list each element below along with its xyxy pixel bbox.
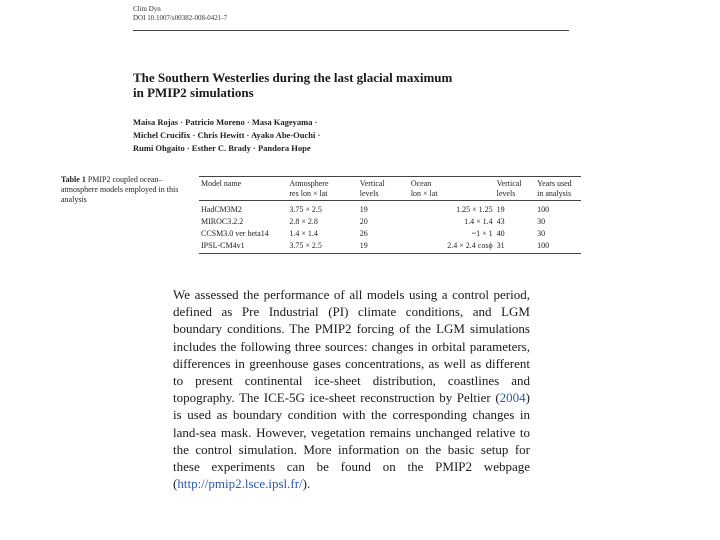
cell-ocean: 1.4 × 1.4 [464, 217, 493, 226]
journal-header [133, 5, 569, 23]
header-rule [133, 30, 569, 31]
body-paragraph [173, 286, 530, 492]
cell-ocean-levels: 19 [496, 205, 505, 214]
paper-title [133, 71, 573, 100]
table-caption [61, 175, 191, 205]
author-list [133, 116, 393, 155]
table-row [199, 201, 581, 218]
cell-vertical-levels: 19 [359, 205, 368, 214]
cell-model: IPSL-CM4v1 [199, 241, 287, 254]
title-line: in PMIP2 simulations [133, 84, 254, 100]
cell-years: 30 [537, 229, 546, 238]
author-line: Maisa Rojas · Patricio Moreno · Masa Kageyama · [133, 117, 318, 127]
cell-ocean: ~1 × 1 [471, 229, 493, 238]
cell-years: 100 [535, 241, 581, 254]
pmip2-url-link[interactable]: http://pmip2.lsce.ipsl.fr/ [177, 476, 303, 492]
header-atmosphere: Atmosphere res lon × lat [287, 177, 357, 201]
table-caption-text: PMIP2 coupled ocean–atmosphere models employed in this analysis [61, 175, 179, 204]
author-line: Michel Crucifix · Chris Hewitt · Ayako Abe-Ouchi · [133, 130, 321, 140]
body-text-part: ) is used as boundary condition with the corresponding changes in land-sea mask. However, vegetation remains unchanged relative to the control simulation. More information on the basic setup for these experiments can be found on the PMIP2 webpage ( [173, 390, 530, 492]
cell-model: CCSM3.0 ver beta14 [201, 229, 269, 238]
table-header-row [199, 177, 581, 201]
cell-atmosphere: 2.8 × 2.8 [289, 217, 318, 226]
models-table [199, 176, 581, 254]
header-ocean: Ocean lon × lat [409, 177, 495, 201]
author-line: Rumi Ohgaito · Esther C. Brady · Pandora Hope [133, 143, 311, 153]
cell-ocean: 2.4 × 2.4 cosϕ [409, 241, 495, 254]
header-vertical-levels: Vertical levels [358, 177, 409, 201]
body-text-end: ). [302, 476, 311, 492]
header-ocean-vertical-levels: Vertical levels [495, 177, 535, 201]
cell-ocean-levels: 31 [495, 241, 535, 254]
table-row [199, 217, 581, 229]
cell-ocean-levels: 40 [496, 229, 505, 238]
cell-vertical-levels: 26 [359, 229, 368, 238]
cell-ocean: 1.25 × 1.25 [456, 205, 493, 214]
cell-atmosphere: 1.4 × 1.4 [289, 229, 318, 238]
cell-atmosphere: 3.75 × 2.5 [289, 205, 322, 214]
table-row [199, 229, 581, 241]
cell-vertical-levels: 19 [358, 241, 409, 254]
body-text-part: We assessed the performance of all models using a control period, defined as Pre Industrial (PI) climate conditions, and LGM boundary conditions. The PMIP2 forcing of the LGM simulations includes the following three sources: changes in orbital parameters, differences in greenhouse gases concentrations, as well as different to present continental ice-sheet distribution, coastlines and topography. The ICE-5G ice-sheet reconstruction by Peltier ( [173, 287, 530, 406]
doi: DOI 10.1007/s00382-008-0421-7 [133, 14, 228, 22]
cell-model: MIROC3.2.2 [201, 217, 244, 226]
cell-vertical-levels: 20 [359, 217, 368, 226]
cell-atmosphere: 3.75 × 2.5 [287, 241, 357, 254]
table-row [199, 241, 581, 254]
cell-years: 100 [537, 205, 550, 214]
header-years: Years used in analysis [535, 177, 581, 201]
header-model: Model name [199, 177, 287, 201]
table-caption-label: Table 1 [61, 175, 86, 184]
cell-years: 30 [537, 217, 546, 226]
cell-model: HadCM3M2 [201, 205, 242, 214]
citation-link[interactable]: 2004 [499, 390, 526, 406]
title-line: The Southern Westerlies during the last glacial maximum [133, 70, 453, 85]
cell-ocean-levels: 43 [496, 217, 505, 226]
journal-name: Clim Dyn [133, 5, 161, 13]
